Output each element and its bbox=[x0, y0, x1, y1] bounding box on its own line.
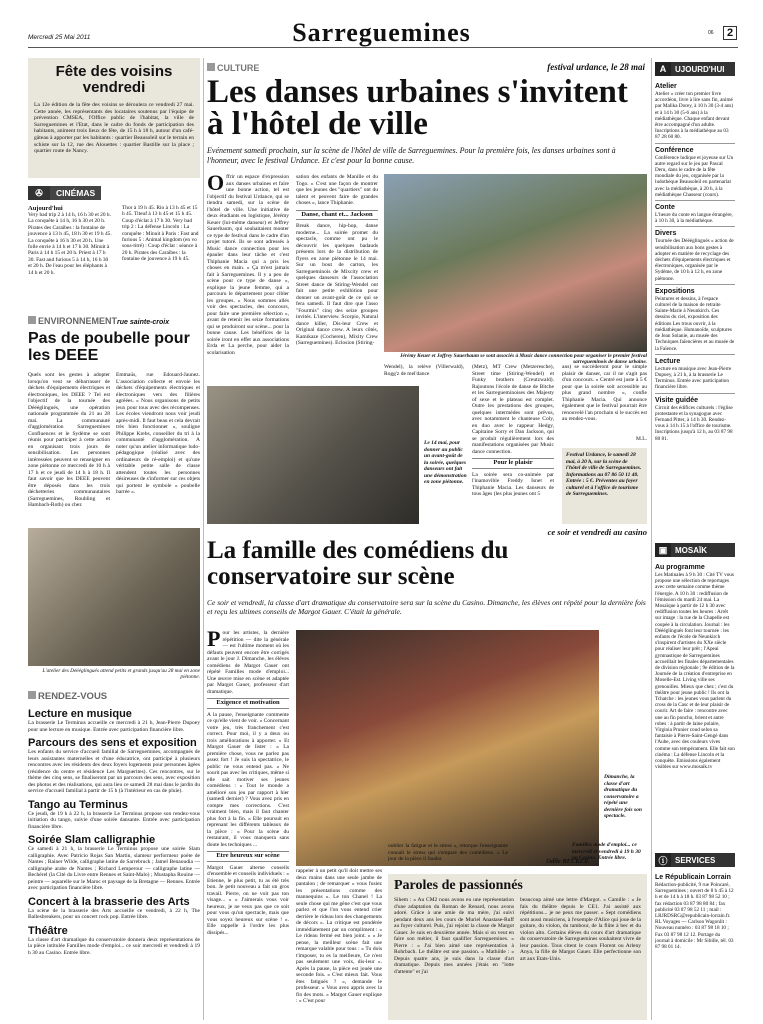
agenda-item bbox=[655, 358, 735, 391]
environnement-sub: rue sainte-croix bbox=[117, 319, 170, 326]
rdv-item-title: Soirée Slam calligraphie bbox=[28, 834, 156, 846]
agenda-item-text: Conférence ludique et joyeuse sur Un autre regard sur le jeu par Pascal Deru, dans le cadre de la fête mondiale du jeu, organisée par la ludothèque Beausoleil en partenariat avec la médiathèque, à 20 h, à la médiathèque Chasseur (cours). bbox=[655, 154, 734, 198]
fete-title: Fête des voisins vendredi bbox=[55, 63, 173, 96]
rdv-item-title: Concert à la brasserie des Arts bbox=[28, 895, 190, 908]
aujourdhui-list bbox=[655, 80, 735, 520]
tv-screen-icon: ▣ bbox=[655, 543, 671, 557]
section-square-icon bbox=[28, 691, 36, 699]
second-signature: Odile BECKER. bbox=[546, 858, 590, 865]
second-col3: oublier la fatigue et le stress », rétorque l'enseignante connaît le stress qui s'empare des comédiens. « Le jour de la pièce il faudra bbox=[388, 843, 508, 862]
cinemas-col2 bbox=[122, 205, 200, 305]
deee-photo bbox=[28, 528, 200, 666]
main-lead: Evénement samedi prochain, sur la scène de l'hôtel de ville de Sarreguemines. Pour la première fois, les danses urbaines sont à l'honneur, avec le festival Urdance. Et c'est pour la bonne cause. bbox=[207, 146, 616, 165]
rdv-item bbox=[28, 925, 200, 957]
theatre-photo bbox=[296, 630, 599, 866]
rdv-item bbox=[28, 708, 200, 733]
main-col1-text: ffrir un espace d'expression aux danses urbaines et faire une bonne action, tel est l'objectif du festival Urdance, qui se tiendra samedi, sur la scène de l'hôtel de ville. Une initiative de deux étudiants en logistique, Jérémy Keuer (lui-même danseur) et Jeffrey Sauerbaum, qui souhaitaient monter ce type de festival dans le cadre d'un projet tutoré. Ils se sont adressés à Music dance connection pour les épauler dans leur tâche et c'est Thiphanie Macia qui a pris les choses en main. « Ça m'est jamais fait à Sarreguemines. Il y a peu de scène pour ce type de danse », explique la jeune femme, qui a parcouru le département pour cibler les groupes. « Nous sommes allés voir des spectacles, des concours, pour faire une première sélection », avant de retenir les seize formations qui se produiront sur scène... pour la bonne cause. Les bénéfices de la soirée iront en effet aux associations Erda et La perche, pour aider la scolarisation bbox=[207, 174, 289, 356]
header-divider bbox=[28, 47, 738, 48]
agenda-item-title: Divers bbox=[655, 230, 677, 238]
paroles-box bbox=[388, 874, 647, 1020]
paroles-title: Paroles de passionnés bbox=[394, 878, 523, 893]
agenda-divider bbox=[655, 354, 735, 355]
agenda-divider bbox=[655, 200, 735, 201]
services-head: Le Républicain Lorrain bbox=[655, 874, 731, 881]
page-number: 2 bbox=[723, 26, 737, 40]
agenda-item-title: Expositions bbox=[655, 287, 695, 295]
aujourdhui-bar bbox=[655, 62, 735, 76]
rdv-item bbox=[28, 799, 200, 831]
section-square-icon bbox=[207, 63, 215, 71]
agenda-item bbox=[655, 83, 735, 141]
fete-text: La 12e édition de la fête des voisins se déroulera ce vendredi 27 mai. Cette année, les représentants des locataires soutenus par l'équipe de prévention CMSEA, l'Office public de l'habitat, la ville de Sarreguemines et l'Etat, dans le cadre du fonds de participation des habitants, animent trois lieux de fête, de 15 h à 18 h, autour d'un café-gâteau à apporter par les habitants : quartier Beausoleil sur le terrain en schiste sur la 12, rue des Alouettes : quartier Bastille sur la place ; quartier route de Nancy. bbox=[34, 102, 194, 155]
agenda-item-text: Tournée des Déééglingués « action de sensibilisation aux bons gestes à adopter en matière de recyclage des déchets d'équipements électriques et électroniques, organisée par le Sydème, de 10 h à 12 h, en zone piétonne. bbox=[655, 238, 734, 282]
rdv-item-text: La scène de la brasserie des Arts accueille ce vendredi, à 22 h, The Ballesbreakers, pour un concert rock pop. Entrée libre. bbox=[28, 907, 200, 920]
second-col1-text: our les artistes, la dernière répétition — dite la générale — est l'ultime moment où les défauts peuvent encore être corrigés avant le jour J. Dimanche, les élèves comédiens de Margot Gauer ont répété Familles mode d'emploi... Une œuvre mise en scène et adaptée par Margot Gauer, professeur d'art dramatique. bbox=[207, 630, 289, 695]
agenda-item-title: Atelier bbox=[655, 83, 677, 90]
second-col1b-text: A la pause, l'enseignante commente ce qu'elle vient de voir. « Concernant votre jeu, très franchement c'est correct. Pour moi, il y a deux ou trois améliorations à apporter. » Et Margot Gauer de lister : « La première chose, vous ne parlez pas assez fort ! Je suis la spectatrice, le public ne vous entend pas. » Ne sourit pas avec les critiques, même si elle sait motiver ses jeunes comédiens : « Tout le monde a amélioré son jeu par rapport à hier (samedi dernier) ? Vous avez pris en compte mes corrections. C'est vraiment bien, mais il faut chanter plus fort à la fin. » Elle poursuit en reprenant les différents tableaux de la pièce : « Pour la scène du restaurant, il vous manquera sans doute les techniques ... bbox=[207, 711, 289, 848]
agenda-item-text: Peintures et dessins, à l'espace culturel de la maison de retraite Sainte-Marie à Neunkirch. Ces dessins du ciel, exposition des éditions Les trous ouvrir, à la médiathèque. Humanoïde, sculptures de Jean Solanie, au musée des Techniques faïencières et au musée de la Faïence. bbox=[655, 295, 735, 352]
main-photo-group bbox=[384, 174, 647, 352]
letter-a-icon: A bbox=[655, 62, 671, 76]
agenda-item-text: Circuit des édifices culturels : l'église protestante et la synagogue avec Fernand Pitter, à 14 h 30. Rendez-vous à 14 h 15 à l'office de tourisme. Inscriptions jusqu'à 12 h, au 03 87 98 80 81. bbox=[655, 404, 733, 442]
main-signature: M.L. bbox=[636, 436, 647, 442]
rdv-item-title: Théâtre bbox=[28, 924, 68, 937]
column-divider bbox=[651, 58, 652, 1020]
mosaik-text: Les Matinales à 9 h 30 : Cité TV vous propose une sélection de reportages avec cette semaine comme thème l'énergie. A 10 h 30 : rediffusion de l'émission du mardi 24 mai. La Mosaïque à partir de 12 h 30 avec rediffusion toutes les heures : Arrêt sur image : la rue de la Chapelle est coupée à la circulation. Journal : les Déééglingués font leur tournée : les enfants de l'école de Neunkirch s'inspirent d'artistes du XXe siècle pour réaliser leur prêt ; l'Apeai gymnastique de Sarreguemines accueillait les finales départementales de division régionale ; 9e édition de la Journée de la création d'entreprise en Moselle-Est. Living ville ses grenouilles. Mieux que chez ; c'est du théâtre pour jeune public ! Ils ont la Tchatche : les jeunes vous parlent du cross de la Casc et de leur plaisir de courir. Art de faire : rencontre avec une au fin poncho, brient et autre robes : à partir de laine polaire, Virginia Prunier coud selon sa fantaisie à Pierre-Saint-Gengé dans l'Aube, avec des couleurs vives comme son tempérament. Elle fait son cinéma : La défense Lincoln et la conquête. Emissions également visibles sur www.mosaik.tv bbox=[655, 572, 735, 771]
main-col5: ans) se succèderont pour le simple plaisir de danser, car il ne s'agit pas d'un concours. « Centré est juste à 5 € pour que la soirée soit accessible au plus grand nombre », confie Thiphanie Macia. Qui annonce également que le festival pourrait être renouvelé l'an prochain si le succès est au rendez-vous. bbox=[562, 364, 647, 422]
cinemas-today-text: Very bad trip 2 à 14 h, 16 h 30 et 20 h. La conquête à 14 h, 16 h 30 et 20 h. Pirates des Caraïbes : la fontaine de jouvence à 13 h 45, 18 h 30 et 19 h 45. La conquête à 16 h 30 et 20 h. Une folle envie à 14 h et 17 h 30. Minuit à Paris à 14 h 15 et 20 h. Priest à 17 h 30. Fast and furious 5 à 14 h, 16 h 30 et 20 h. De l'eau pour les éléphants à 14 h et 20 h. bbox=[28, 212, 112, 276]
info-icon: ⓘ bbox=[655, 853, 671, 867]
paroles-col2: beaucoup aimé une lettre d'Margot. » Camille : « Je fais du théâtre depuis le CE1. J'ai assisté aux répétitions... je ne peux me passer. » Sept comédiens sont aussi musiciens, à l'exemple d'Alice qui joue de la guitare, du violon, du tambour, de la flûte à bec et du violon alto. Certains élèves du cours d'art dramatique du conservatoire de Sarreguemines souhaitent vivre de leur passion. Tous citent le cours Florent ou Arleny Anya, la fille de Margot Gauer. Elle perfectionne son art aux Etats-Unis. bbox=[520, 897, 641, 962]
agenda-item bbox=[655, 230, 735, 281]
column-divider bbox=[203, 58, 204, 1020]
mosaik-label: MOSAÏK bbox=[671, 543, 735, 557]
page-code: 06 bbox=[708, 30, 714, 36]
aujourdhui-label: UJOURD'HUI bbox=[671, 62, 735, 76]
rdv-item-title: Parcours des sens et exposition bbox=[28, 737, 197, 749]
agenda-item bbox=[655, 147, 735, 198]
rdv-item bbox=[28, 737, 200, 795]
rdv-item-text: La brasserie Le Terminus accueille ce mercredi à 21 h, Jean-Pierre Dupoey pour une lecture en musique. Entrée avec participation financière libre. bbox=[28, 720, 200, 733]
agenda-divider bbox=[655, 284, 735, 285]
environnement-label: ENVIRONNEMENT bbox=[38, 316, 118, 326]
second-col1 bbox=[207, 630, 289, 1020]
main-info-box bbox=[562, 448, 647, 524]
main-col1 bbox=[207, 174, 289, 384]
issue-date: Mercredi 25 Mai 2011 bbox=[28, 34, 91, 41]
main-col4-text: (Metz), MT Crew (Metzeresche), Street time (Stiring-Wendel) et Funky brothers (Creutzwald). Rajoutons l'école de danse de Bitche et les Sarregueminoises des Majesty of sexe et le plateau est complet. Outre les prestations des groupes, quelques intermèdes sont prévus, avec notamment le chanteuse Coly, en duo avec le rappeur Hedgy, Capitaine Sorry et Dan Jackson, qui se produit régulièrement lors des manifestations organisées par Music dance connection. bbox=[472, 364, 554, 455]
second-col2: rappeler à un petit qu'il doit mettre ses deux mains dans une seule jambe de pantalon ; de remarquer « vous fusiez les présentations comme des mannequins ». Le ton Chanel ! La seule chose qui me gêne c'est que vous parlez et que l'on vous entend crier derrière le rideau lors des changements de décors ». La critique est pondérée immédiatement par un compliment : « Le rideau fermé est bien joint. » « Je pense, la meilleur scène fait une remarque valable pour tous : « Tu dois t'imposer, tu es la meilleure, Ce n'est pas seulement une voix, dis-leur ». Après la pause, la pièce est jouée une seconde fois. « C'est mieux fait. Vous êtes fatigués ? », demande le professeur. « Vous avez appris avec la fin des mots. » Margot Gauer explique : « C'est pour bbox=[296, 868, 382, 1004]
main-col4b-text: La soirée sera co-animée par l'inamovible Freddy Isnet et Thiphanie Macia. Les danseurs de tous âges (les plus jeunes ont 5 bbox=[472, 471, 554, 497]
agenda-item-title: Conte bbox=[655, 204, 675, 212]
deee-col2: Emmaüs, rue Edouard-Jaunez. L'association collecte et envoie les déchets d'équipements électriques et électroniques vers des filières agréées. « Nous organisons de petits jeux pour tous avec des récompenses. Les écoles viendront nous voir jeudi après-midi. Il faut beau et cela devrait très bien fonctionner », souligne Philippe Krebs, conseiller du tri à la communauté d'agglomération. A noter qu'un atelier informatique ludo-pédagogique (réalisé avec des ordinateurs de ré-emploi) et qu'une véritable petite salle de classe attendent toutes les personnes désireuses de s'informer sur ces objets qui portent le symbole « poubelle barrée ». bbox=[116, 372, 200, 495]
fete-voisins-box bbox=[28, 58, 200, 178]
rdv-item-text: La classe d'art dramatique du conservatoire donnera deux représentations de la pièce intitulée Familles mode d'emploi... ce soir mercredi et vendredi à 19 h 30 au Casino. Entrée libre. bbox=[28, 936, 200, 956]
cinemas-col1 bbox=[28, 205, 112, 305]
theatre-side-caption: Dimanche, la classe d'art dramatique du conservatoire a répété une dernière fois son spectacle. bbox=[604, 774, 642, 819]
rdv-item-text: Ce jeudi, de 19 h à 22 h, la brasserie Le Terminus propose son rendez-vous initiation du tango, suivie d'une soirée dansante. Entrée avec participation financière libre. bbox=[28, 810, 200, 830]
main-col2 bbox=[296, 174, 378, 384]
services-bar bbox=[655, 853, 735, 867]
rdv-item bbox=[28, 834, 200, 892]
deee-caption: L'atelier des Déééglingués attend petits et grands jusqu'au 28 mai en zone piétonne. bbox=[42, 668, 200, 681]
section-square-icon bbox=[28, 316, 36, 324]
services-label: SERVICES bbox=[671, 853, 735, 867]
rdv-item bbox=[28, 896, 200, 921]
rdv-item-text: Les enfants du service d'accueil familial de Sarreguemines, accompagnés de leurs assistantes maternelles et d'une éducatrice, ont participé à plusieurs rencontres avec les résidents des deux foyers logements pour personnes âgées (résidence du centre et résidence Les Marguerites). Ces rencontres, sur le thème des cinq sens, se finaliseront par un parcours des sens, avec exposition des photos et des réalisations, qui aura lieu ce samedi 28 mai dans le jardin du service d'accueil familial à partir de 15 h (à l'intérieur en cas de pluie). bbox=[28, 749, 200, 794]
film-reel-icon: ✇ bbox=[28, 186, 50, 200]
main-subhead-danse: Danse, chant et... Jackson bbox=[296, 210, 378, 221]
agenda-item-text: Atelier « créer ton premier livre accordéon, livre à lire sans fin, animé par Malika Dorey, à 10 h 30 (3-4 ans) et à 14 h 30 (5-6 ans) à la médiathèque. Chaque enfant devant être accompagné d'un adulte. Inscriptions à la médiathèque au 03 87 28 60 80. bbox=[655, 91, 734, 141]
rdv-item-title: Tango au Terminus bbox=[28, 798, 128, 811]
street-dance-caption: Le 14 mai, pour donner au public un avant-goût de la soirée, quelques danseurs ont fait une démonstration en zone piétonne. bbox=[424, 440, 467, 485]
main-col2b-text: Break dance, hip-hop, danse moderne... La soirée promet du spectacle, comme ont pu le découvrir les quelques badauds présents lors de la distribution de flyers en zone piétonne le 14 mai. Sur un bout de carton, les Sarregueminois de Mixcity crew et quelques danseurs de l'association Street dance de Stiring-Wendel ont fait une petite exhibition pour donner un avant-goût de ce qui se fera samedi. Il faut dire que l'asso "Fourmis" cinq des seize groupes invités. L'interview. Scorpio, Natural dance killer, Dis-leur Crew et Original dance crew. A leurs côtés, Kamikaze (Cocheren), Mixity Crew (Sarreguemines). Eclosion (Stiring- bbox=[296, 223, 378, 346]
agenda-item-title: Conférence bbox=[655, 146, 694, 154]
rendezvous-list bbox=[28, 708, 200, 1020]
main-col3: Wendel), la relève (Villerwald), Rogg'z de mel'dance bbox=[384, 364, 464, 377]
second-subhead-exigence: Exigence et motivation bbox=[207, 698, 289, 709]
casino-tag: ce soir et vendredi au casino bbox=[547, 527, 647, 537]
agenda-item bbox=[655, 204, 735, 224]
second-col1c-text: Margot Gauer alterne conseils d'ensemble et conseils individuels : « Etienne, le plus petit, tu as été très bon. Je petit nouveau a fait un gros travail. Pierre, on ne voit pas ton visage... » « J'aimerais vous voir heureux, je ne veux pas que ce soit pour vous qu'un spectacle, mais que vous soyez heureux sur scène ! ». Elle rappelle à l'ordre les plus dissipés... bbox=[207, 864, 289, 936]
deee-col1: Quels sont les gestes à adopter lorsqu'on veut se débarrasser de déchets d'équipements électriques et électroniques, les DEEE ? Tel est l'objectif de la tournée des Déééglingués, une opération nationale programmée du 21 au 28 mai. La communauté d'agglomération Sarreguemines Confluences et le Sydème se sont réunis pour participer à cette action en organisant trois jours de sensibilisation. Les personnes intéressées peuvent se renseigner en zone piétonne ce mercredi de 10 h à 17 h et ce jeudi de 14 h à 18 h. Il faut savoir que les DEEE peuvent être déposés dans les trois déchetteries communautaires (Sarreguemines, Rouhling et Hambach-Roth) ou chez bbox=[28, 372, 110, 508]
deee-title: Pas de poubelle pour les DEEE bbox=[28, 330, 190, 364]
mosaik-box bbox=[655, 561, 735, 845]
agenda-divider bbox=[655, 226, 735, 227]
services-box bbox=[655, 871, 735, 1021]
agenda-item-text: Lecture en musique avec Jean-Pierre Dupoey, à 21 h, à la brasserie Le Terminus. Entrée avec participation financière libre. bbox=[655, 365, 732, 391]
agenda-divider bbox=[655, 143, 735, 144]
agenda-item-title: Lecture bbox=[655, 357, 681, 365]
agenda-item-title: Visite guidée bbox=[655, 396, 699, 404]
rendezvous-tag bbox=[28, 691, 200, 702]
culture-label: CULTURE bbox=[217, 63, 260, 73]
second-headline: La famille des comédiens du conservatoire sur scène bbox=[207, 537, 509, 590]
main-headline: Les danses urbaines s'invitent à l'hôtel de ville bbox=[207, 74, 628, 142]
cinemas-label: CINÉMAS bbox=[50, 186, 101, 200]
main-info-text: Festival Urdance, le samedi 28 mai, à 20 h, sur la scène de l'hôtel de ville de Sarreguemines. Informations au 07 86 50 11 40. Entrée : 5 €. Préventes au foyer culturel et à l'office de tourisme de Sarreguemines. bbox=[566, 452, 642, 497]
agenda-item-text: L'heure du conte en langue étrangère, à 10 h 30, à la médiathèque. bbox=[655, 212, 733, 225]
dropcap-o: O bbox=[207, 174, 225, 195]
agenda-item bbox=[655, 397, 735, 442]
second-lead: Ce soir et vendredi, la classe d'art dramatique du conservatoire sera sur la scène du Casino. Dimanche, les élèves ont répété pour la dernière fois et reçu les ultimes conseils de Margot Gauer. C'était la générale. bbox=[207, 598, 646, 616]
main-col2-text: sation des enfants de Manille et du Togo. « C'est une façon de montrer que les jeunes des "quartiers" ont du talent et peuvent faire de grandes choses », lance Thiphanie. bbox=[296, 174, 378, 206]
cinemas-today-head: Aujourd'hui bbox=[28, 205, 63, 212]
agenda-divider bbox=[655, 393, 735, 394]
rendezvous-label: RENDEZ-VOUS bbox=[38, 691, 108, 702]
environnement-tag bbox=[28, 316, 200, 326]
second-info: Familles mode d'emploi... ce mercredi et vendredi à 19 h 30 au Casino. Entrée libre. bbox=[572, 842, 641, 861]
mosaik-bar bbox=[655, 543, 735, 557]
rdv-item-text: Ce samedi à 21 h, la brasserie Le Terminus propose une soirée Slam calligraphie. Avec Patricio Rojas San Martin, slameur performeur poète de Nantes ; Rainer Wilde, calligraphe latine de Sarrebruck ; Jamel Benaoudia — calligraphe arabe de Nantes ; Richard Lemperour — calligraphe latine — Bechérel (la Cité du Livre entre Rennes et Saint-Malo) ; Mustapha Rouine — peintre — aquarelle sur le Maroc et paysage de la Bretagne — Rennes. Entrée avec participation financière libre. bbox=[28, 846, 200, 891]
street-dance-photo bbox=[207, 386, 419, 524]
services-text: Rédaction-publicité, 9 rue Poincaré, Sarreguemines ; ouvert de 8 h 45 à 12 h et de 14 h à 18 h. 03 87 98 52 10 ; fax rédaction 03 87 98 80 84 ; fax publicité 03 87 98 52 11 ; mail : LRJRDSRG@republicain-lorrain.fr. RL Voyages — Carlson Wagonlit : Nouveau numéro : 03 87 98 18 10 ; Fax 03 87 98 12 12. Portage du journal à domicile : Mr Sibille, tél. 03 87 98 01 14. bbox=[655, 882, 734, 951]
cinemas-tomorrow-text: Thor à 19 h 45. Rio à 13 h 45 et 15 h 45. Titeuf à 13 h 45 et 15 h 45. Coup d'éclat à 17 h 30. Very bad trip 2 : La défense Lincoln : La conquête : Minuit à Paris : Fast and furious 5 : Animal kingdom (en vo sous-titré) : Coup d'éclat : séance à 20 h. Pirates des Caraïbes : la fontaine de jouvence à 19 h 45. bbox=[122, 205, 199, 263]
mosaik-head: Au programme bbox=[655, 564, 705, 571]
culture-tag bbox=[207, 63, 259, 73]
second-subhead-heureux: Etre heureux sur scène bbox=[207, 851, 289, 862]
masthead-title: Sarreguemines bbox=[292, 18, 471, 47]
festival-tag: festival urdance, le 28 mai bbox=[547, 62, 645, 72]
main-col4 bbox=[472, 364, 554, 524]
agenda-item bbox=[655, 288, 735, 352]
cinemas-bar bbox=[28, 186, 200, 200]
main-photo-caption: Jérémy Keuer et Joffrey Sauerbaum se sont associés à Music dance connection pour organiser le premier festival sarregueminois de danse urbaine. bbox=[399, 353, 647, 366]
dropcap-p: P bbox=[207, 630, 221, 651]
rdv-item-title: Lecture en musique bbox=[28, 708, 132, 720]
main-subhead-plaisir: Pour le plaisir bbox=[472, 458, 554, 469]
paroles-col1: Sihem : « Au CM2 nous avons eu une représentation d'une adaptation du Roman de Renard, nous avons adoré. Grâce à une amie de ma mère, j'ai suivi pendant deux ans les cours de Muriel Anastase-Ruff au foyer culturel. Puis, j'ai rejoint la classe de Margot Gauer. Je suis en deuxième année. Mais si on veut en faire son métier, il faut qualifier Sarreguemines. » Pierre : « J'ai bien aimé une représentation à Rohrbach. Le théâtre est une passion. » Mathilde : « Depuis quatre ans, je suis dans la classe d'art dramatique. Depuis mes années j'étais en "lotte d'attente" et j'ai bbox=[394, 897, 514, 975]
